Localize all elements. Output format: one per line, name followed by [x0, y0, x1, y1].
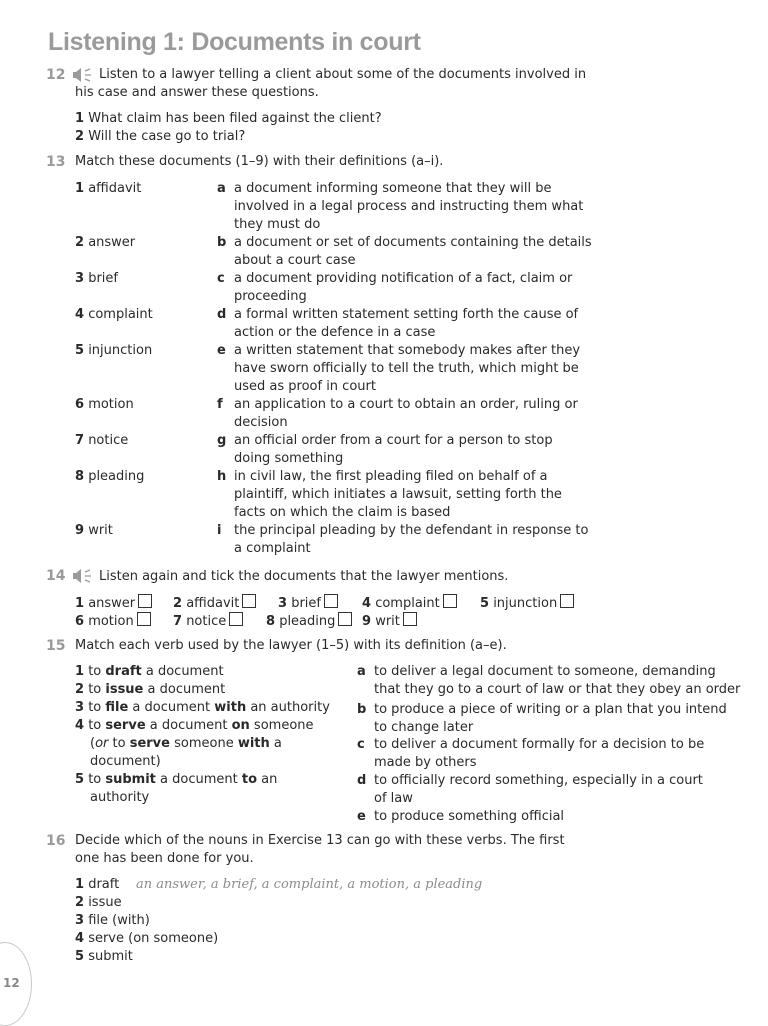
- verb-4-line-2: (or to serve someone with a: [90, 736, 282, 751]
- exercise-15-intro: Match each verb used by the lawyer (1–5) with its definition (a–e).: [75, 638, 507, 653]
- definition-d: a formal written statement setting forth the cause of action or the defence in a case: [234, 307, 579, 340]
- verb-item-5: 5 submit: [75, 949, 133, 964]
- speaker-icon[interactable]: [72, 569, 94, 583]
- definition-letter-i: i: [217, 523, 222, 538]
- term-7: 7 notice: [75, 433, 129, 448]
- speaker-icon[interactable]: [72, 68, 94, 82]
- verb-5-line-2: authority: [90, 790, 150, 805]
- definition-letter-d: d: [217, 307, 227, 322]
- tick-item-8: 8 pleading: [266, 612, 352, 629]
- verb-item-2: 2 issue: [75, 895, 122, 910]
- tick-item-2: 2 affidavit: [173, 594, 256, 611]
- verb-item-4: 4 serve (on someone): [75, 931, 219, 946]
- verb-item-1: 1 draft: [75, 877, 120, 892]
- definition-letter-e: e: [217, 343, 226, 358]
- checkbox-icon[interactable]: [242, 594, 256, 608]
- checkbox-icon[interactable]: [324, 594, 338, 608]
- tick-item-9: 9 writ: [362, 612, 417, 629]
- exercise-13-intro: Match these documents (1–9) with their definitions (a–i).: [75, 154, 444, 169]
- verb-definition-letter-b: b: [357, 702, 367, 717]
- exercise-16-number: 16: [46, 833, 66, 849]
- definition-i: the principal pleading by the defendant in response to a complaint: [234, 523, 589, 556]
- exercise-15-number: 15: [46, 638, 66, 654]
- term-6: 6 motion: [75, 397, 134, 412]
- checkbox-icon[interactable]: [560, 594, 574, 608]
- verb-5: 5 to submit a document to an: [75, 772, 278, 787]
- question-2: 2 Will the case go to trial?: [75, 129, 246, 144]
- term-3: 3 brief: [75, 271, 118, 286]
- definition-letter-f: f: [217, 397, 223, 412]
- tick-item-6: 6 motion: [75, 612, 151, 629]
- definition-e: a written statement that somebody makes after they have sworn officially to tell the truth, which might be used as proof in court: [234, 343, 581, 394]
- exercise-14-intro: Listen again and tick the documents that the lawyer mentions.: [99, 569, 509, 584]
- verb-definition-c: to deliver a document formally for a decision to be made by others: [374, 737, 705, 770]
- exercise-12-intro-line-2: his case and answer these questions.: [75, 85, 319, 100]
- definition-letter-g: g: [217, 433, 227, 448]
- definition-b: a document or set of documents containing the details about a court case: [234, 235, 592, 268]
- tick-item-1: 1 answer: [75, 594, 152, 611]
- term-9: 9 writ: [75, 523, 113, 538]
- exercise-12-number: 12: [46, 67, 66, 83]
- verb-definition-letter-e: e: [357, 809, 366, 824]
- checkbox-icon[interactable]: [229, 612, 243, 626]
- checkbox-icon[interactable]: [138, 594, 152, 608]
- term-4: 4 complaint: [75, 307, 153, 322]
- verb-definition-b: to produce a piece of writing or a plan that you intend to change later: [374, 702, 727, 735]
- definition-letter-b: b: [217, 235, 227, 250]
- question-1: 1 What claim has been filed against the client?: [75, 111, 382, 126]
- term-1: 1 affidavit: [75, 181, 142, 196]
- exercise-12-intro-line-1: Listen to a lawyer telling a client about some of the documents involved in: [99, 67, 587, 82]
- term-5: 5 injunction: [75, 343, 153, 358]
- definition-letter-h: h: [217, 469, 227, 484]
- page-title: Listening 1: Documents in court: [48, 28, 421, 56]
- verb-4-line-3: document): [90, 754, 161, 769]
- page-number: 12: [3, 976, 20, 990]
- checkbox-icon[interactable]: [403, 612, 417, 626]
- tick-item-4: 4 complaint: [362, 594, 457, 611]
- verb-4: 4 to serve a document on someone: [75, 718, 314, 733]
- verb-definition-letter-c: c: [357, 737, 365, 752]
- term-8: 8 pleading: [75, 469, 145, 484]
- verb-2: 2 to issue a document: [75, 682, 226, 697]
- handwritten-answer: an answer, a brief, a complaint, a motion, a pleading: [136, 877, 483, 892]
- exercise-13-number: 13: [46, 154, 66, 170]
- definition-h: in civil law, the first pleading filed on behalf of a plaintiff, which initiates a lawsuit, setting forth the facts on which the claim is based: [234, 469, 562, 520]
- checkbox-icon[interactable]: [443, 594, 457, 608]
- definition-letter-c: c: [217, 271, 225, 286]
- tick-item-7: 7 notice: [173, 612, 243, 629]
- definition-c: a document providing notification of a fact, claim or proceeding: [234, 271, 573, 304]
- verb-1: 1 to draft a document: [75, 664, 224, 679]
- verb-definition-e: to produce something official: [374, 809, 565, 824]
- checkbox-icon[interactable]: [137, 612, 151, 626]
- definition-a: a document informing someone that they will be involved in a legal process and instructing them what they must do: [234, 181, 584, 232]
- exercise-16-intro-line-1: Decide which of the nouns in Exercise 13 can go with these verbs. The first: [75, 833, 565, 848]
- verb-item-3: 3 file (with): [75, 913, 150, 928]
- tick-item-3: 3 brief: [278, 594, 338, 611]
- verb-definition-d: to officially record something, especially in a court of law: [374, 773, 703, 806]
- verb-definition-letter-a: a: [357, 664, 366, 679]
- definition-letter-a: a: [217, 181, 226, 196]
- tick-item-5: 5 injunction: [480, 594, 574, 611]
- exercise-14-number: 14: [46, 568, 66, 584]
- term-2: 2 answer: [75, 235, 136, 250]
- verb-definition-letter-d: d: [357, 773, 367, 788]
- verb-3: 3 to file a document with an authority: [75, 700, 330, 715]
- checkbox-icon[interactable]: [338, 612, 352, 626]
- definition-g: an official order from a court for a person to stop doing something: [234, 433, 553, 466]
- definition-f: an application to a court to obtain an order, ruling or decision: [234, 397, 578, 430]
- verb-definition-a: to deliver a legal document to someone, demanding that they go to a court of law or that they obey an order: [374, 664, 741, 697]
- exercise-16-intro-line-2: one has been done for you.: [75, 851, 254, 866]
